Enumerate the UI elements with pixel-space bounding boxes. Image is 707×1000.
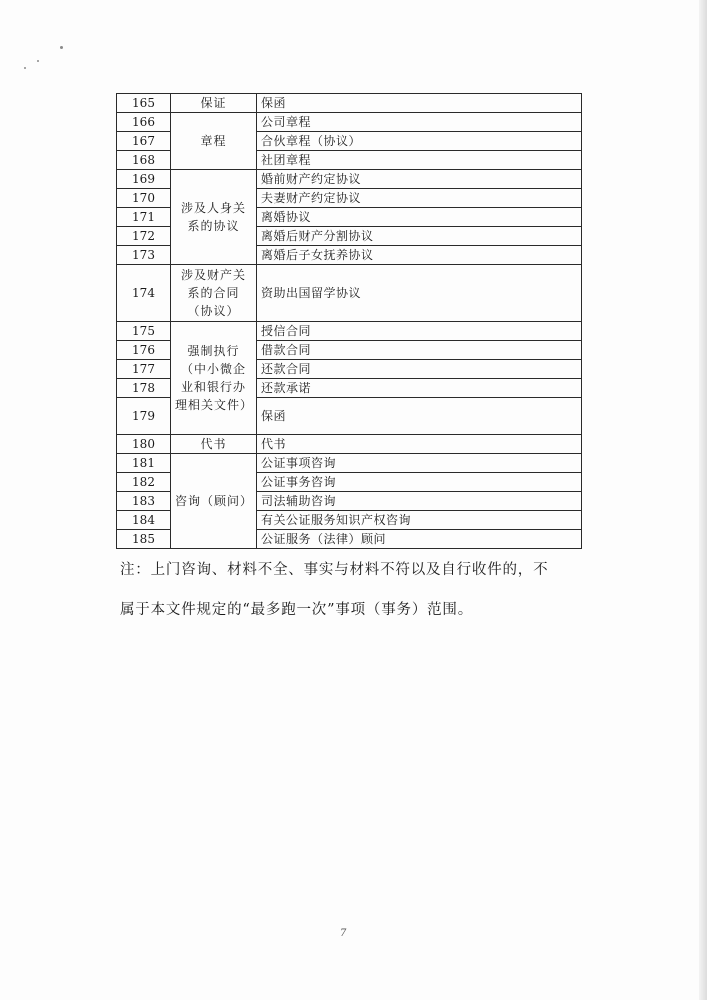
category-cell: 强制执行（中小微企业和银行办理相关文件）: [171, 322, 257, 435]
item-cell: 合伙章程（协议）: [257, 132, 582, 151]
row-number: 179: [117, 398, 171, 435]
row-number: 171: [117, 208, 171, 227]
category-cell: 代书: [171, 435, 257, 454]
item-cell: 保函: [257, 398, 582, 435]
item-cell: 公证服务（法律）顾问: [257, 530, 582, 549]
item-cell: 婚前财产约定协议: [257, 170, 582, 189]
page-edge: [699, 0, 707, 1000]
scan-speck: [24, 67, 26, 69]
scan-speck: [37, 60, 39, 62]
row-number: 181: [117, 454, 171, 473]
item-cell: 还款合同: [257, 360, 582, 379]
item-cell: 资助出国留学协议: [257, 265, 582, 322]
row-number: 185: [117, 530, 171, 549]
row-number: 173: [117, 246, 171, 265]
row-number: 176: [117, 341, 171, 360]
note-line-1: 注：上门咨询、材料不全、事实与材料不符以及自行收件的，不: [120, 562, 549, 578]
item-cell: 社团章程: [257, 151, 582, 170]
row-number: 177: [117, 360, 171, 379]
table-row: [117, 94, 582, 113]
table-row: [117, 113, 582, 132]
item-cell: 公司章程: [257, 113, 582, 132]
item-cell: 离婚后子女抚养协议: [257, 246, 582, 265]
item-cell: 有关公证服务知识产权咨询: [257, 511, 582, 530]
item-cell: 离婚协议: [257, 208, 582, 227]
scan-speck: [60, 46, 63, 49]
row-number: 178: [117, 379, 171, 398]
item-cell: 还款承诺: [257, 379, 582, 398]
row-number: 166: [117, 113, 171, 132]
row-number: 165: [117, 94, 171, 113]
table-row: [117, 435, 582, 454]
item-cell: 公证事项咨询: [257, 454, 582, 473]
table-row: [117, 322, 582, 341]
category-cell: 涉及人身关系的协议: [171, 170, 257, 265]
item-cell: 保函: [257, 94, 582, 113]
item-cell: 公证事务咨询: [257, 473, 582, 492]
row-number: 174: [117, 265, 171, 322]
table-row: [117, 265, 582, 322]
row-number: 170: [117, 189, 171, 208]
category-cell: 保证: [171, 94, 257, 113]
item-cell: 授信合同: [257, 322, 582, 341]
page-number: 7: [340, 928, 347, 939]
item-cell: 司法辅助咨询: [257, 492, 582, 511]
row-number: 169: [117, 170, 171, 189]
row-number: 168: [117, 151, 171, 170]
item-cell: 借款合同: [257, 341, 582, 360]
category-cell: 咨询（顾问）: [171, 454, 257, 549]
table-row: [117, 454, 582, 473]
row-number: 172: [117, 227, 171, 246]
row-number: 180: [117, 435, 171, 454]
item-cell: 离婚后财产分割协议: [257, 227, 582, 246]
row-number: 167: [117, 132, 171, 151]
category-cell: 涉及财产关系的合同（协议）: [171, 265, 257, 322]
row-number: 175: [117, 322, 171, 341]
category-cell: 章程: [171, 113, 257, 170]
row-number: 184: [117, 511, 171, 530]
item-cell: 夫妻财产约定协议: [257, 189, 582, 208]
row-number: 183: [117, 492, 171, 511]
item-cell: 代书: [257, 435, 582, 454]
row-number: 182: [117, 473, 171, 492]
table-row: [117, 170, 582, 189]
matters-table: [116, 93, 582, 549]
note-line-2: 属于本文件规定的“最多跑一次”事项（事务）范围。: [120, 602, 474, 618]
